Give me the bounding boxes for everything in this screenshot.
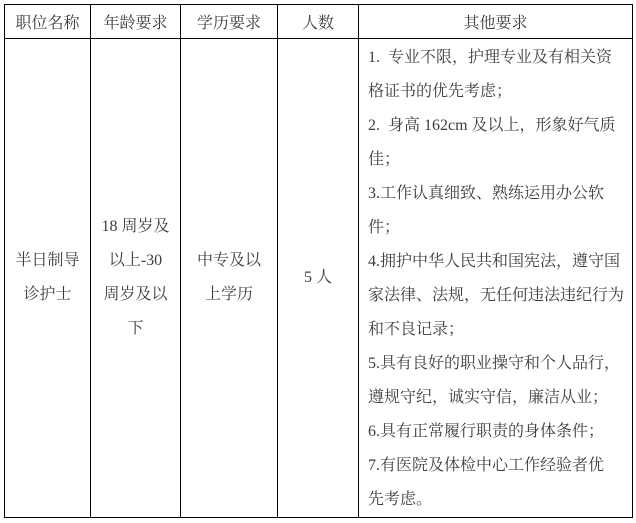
text-line: 2. 身高 162cm 及以上，形象好气质 (368, 117, 616, 134)
age-cell (91, 39, 181, 518)
text-line: 格证书的优先考虑； (368, 83, 513, 100)
text-line: 家法律、法规，无任何违法违纪行为 (368, 287, 625, 304)
text-line: 5.具有良好的职业操守和个人品行， (368, 355, 621, 372)
text-line: 先考虑。 (368, 491, 433, 508)
text-line: 7.有医院及体检中心工作经验者优 (368, 457, 605, 474)
other-requirements-cell (359, 39, 633, 518)
text-line: 6.具有正常履行职责的身体条件； (368, 423, 605, 440)
header-age: 年龄要求 (91, 5, 181, 39)
text-line: 上学历 (204, 286, 253, 303)
text-line: 3.工作认真细致、熟练运用办公软 (368, 185, 605, 202)
header-education: 学历要求 (181, 5, 278, 39)
text-line: 周岁及以 (103, 286, 168, 303)
text-line: 中专及以 (196, 252, 261, 269)
text-line: 5 人 (303, 269, 332, 286)
education-cell (181, 39, 278, 518)
header-row (5, 5, 633, 39)
text-line: 诊护士 (23, 286, 72, 303)
text-line: 件； (368, 219, 401, 236)
position-cell (5, 39, 91, 518)
job-requirements-table (4, 4, 633, 518)
text-line: 和不良记录； (368, 321, 465, 338)
table-row (5, 39, 633, 518)
text-line: 遵规守纪，诚实守信，廉洁从业； (368, 389, 609, 406)
text-line: 下 (127, 320, 144, 337)
header-headcount: 人数 (278, 5, 359, 39)
text-line: 4.拥护中华人民共和国宪法，遵守国 (368, 253, 621, 270)
text-line: 以上-30 (108, 252, 163, 269)
text-line: 半日制导 (15, 252, 80, 269)
header-position: 职位名称 (5, 5, 91, 39)
text-line: 1. 专业不限，护理专业及有相关资 (368, 49, 613, 66)
header-other-requirements: 其他要求 (359, 5, 633, 39)
text-line: 18 周岁及 (101, 218, 170, 235)
text-line: 佳； (368, 151, 401, 168)
headcount-cell (278, 39, 359, 518)
